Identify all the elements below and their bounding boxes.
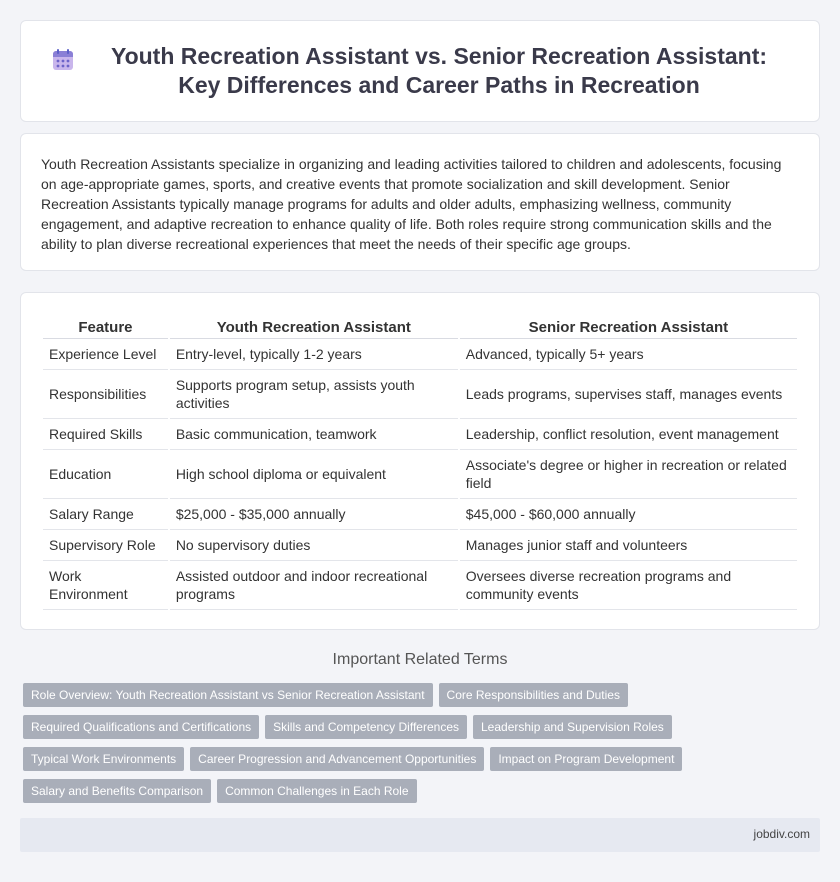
- cell-youth: Assisted outdoor and indoor recreational programs: [170, 561, 458, 610]
- cell-youth: Basic communication, teamwork: [170, 419, 458, 450]
- cell-feature: Work Environment: [43, 561, 168, 610]
- cell-feature: Required Skills: [43, 419, 168, 450]
- table-row: [43, 530, 797, 561]
- related-term-tag[interactable]: Common Challenges in Each Role: [217, 779, 416, 803]
- cell-senior: Manages junior staff and volunteers: [460, 530, 797, 561]
- title-wrap: [51, 42, 789, 100]
- related-term-tag[interactable]: Core Responsibilities and Duties: [439, 683, 628, 707]
- cell-senior: $45,000 - $60,000 annually: [460, 499, 797, 530]
- cell-feature: Responsibilities: [43, 370, 168, 419]
- related-term-tag[interactable]: Typical Work Environments: [23, 747, 184, 771]
- table-row: [43, 499, 797, 530]
- related-term-tag[interactable]: Career Progression and Advancement Opportunities: [190, 747, 484, 771]
- cell-senior: Associate's degree or higher in recreation or related field: [460, 450, 797, 499]
- cell-senior: Leadership, conflict resolution, event management: [460, 419, 797, 450]
- cell-youth: High school diploma or equivalent: [170, 450, 458, 499]
- table-header-row: [43, 315, 797, 339]
- comparison-table: [41, 315, 799, 610]
- intro-text: Youth Recreation Assistants specialize in organizing and leading activities tailored to children and adolescents, focusing on age-appropriate games, sports, and creative events that promote socialization and skill development. Senior Recreation Assistants typically manage programs for adults and older adults, emphasizing wellness, community engagement, and adaptive recreation to enhance quality of life. Both roles require strong communication skills and the ability to plan diverse recreational experiences that meet the needs of their specific age groups.: [41, 156, 782, 252]
- cell-feature: Salary Range: [43, 499, 168, 530]
- tag-row: [23, 715, 823, 739]
- cell-feature: Education: [43, 450, 168, 499]
- footer: [20, 818, 820, 852]
- page-title: Youth Recreation Assistant vs. Senior Recreation Assistant: Key Differences and Career Paths in Recreation: [110, 43, 768, 98]
- footer-site[interactable]: jobdiv.com: [753, 827, 810, 841]
- table-row: [43, 561, 797, 610]
- cell-feature: Supervisory Role: [43, 530, 168, 561]
- table-row: [43, 450, 797, 499]
- related-term-tag[interactable]: Salary and Benefits Comparison: [23, 779, 211, 803]
- related-terms-title: Important Related Terms: [332, 651, 508, 668]
- tag-row: [23, 683, 823, 707]
- calendar-icon: [51, 48, 75, 72]
- related-terms-tags: [23, 683, 823, 811]
- header-feature: Feature: [43, 315, 168, 339]
- cell-youth: Supports program setup, assists youth activities: [170, 370, 458, 419]
- header-senior: Senior Recreation Assistant: [460, 315, 797, 339]
- related-term-tag[interactable]: Role Overview: Youth Recreation Assistant vs Senior Recreation Assistant: [23, 683, 433, 707]
- table-row: [43, 419, 797, 450]
- table-row: [43, 370, 797, 419]
- cell-youth: Entry-level, typically 1-2 years: [170, 339, 458, 370]
- cell-youth: No supervisory duties: [170, 530, 458, 561]
- cell-youth: $25,000 - $35,000 annually: [170, 499, 458, 530]
- cell-feature: Experience Level: [43, 339, 168, 370]
- tag-row: [23, 747, 823, 771]
- tag-row: [23, 779, 823, 803]
- related-term-tag[interactable]: Required Qualifications and Certifications: [23, 715, 259, 739]
- cell-senior: Oversees diverse recreation programs and community events: [460, 561, 797, 610]
- intro-card: [20, 133, 820, 271]
- comparison-card: [20, 292, 820, 630]
- title-card: [20, 20, 820, 122]
- cell-senior: Leads programs, supervises staff, manages events: [460, 370, 797, 419]
- related-term-tag[interactable]: Skills and Competency Differences: [265, 715, 467, 739]
- table-row: [43, 339, 797, 370]
- cell-senior: Advanced, typically 5+ years: [460, 339, 797, 370]
- related-term-tag[interactable]: Impact on Program Development: [490, 747, 682, 771]
- related-term-tag[interactable]: Leadership and Supervision Roles: [473, 715, 672, 739]
- header-youth: Youth Recreation Assistant: [170, 315, 458, 339]
